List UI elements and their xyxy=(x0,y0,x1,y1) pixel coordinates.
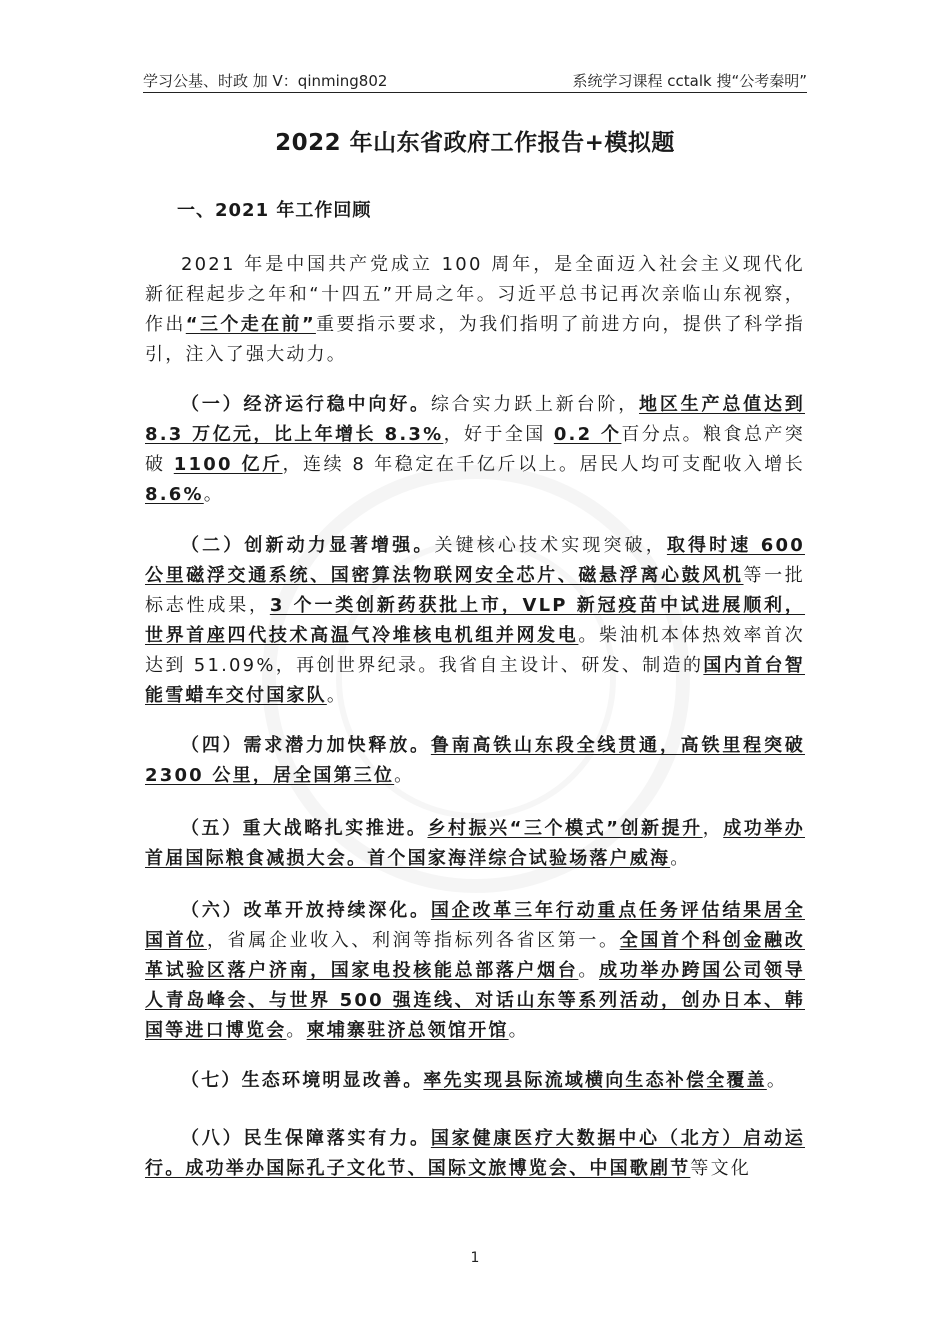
paragraph-strategy: （五）重大战略扎实推进。乡村振兴“三个模式”创新提升，成功举办首届国际粮食减损大会。首个国家海洋综合试验场落户威海。 xyxy=(145,818,805,869)
paragraph-livelihood: （八）民生保障落实有力。国家健康医疗大数据中心（北方）启动运行。成功举办国际孔子文化节、国际文旅博览会、中国歌剧节等文化 xyxy=(145,1128,805,1179)
page-header xyxy=(143,66,807,93)
section-heading: 一、2021 年工作回顾 xyxy=(177,200,372,221)
paragraph-innovation: （二）创新动力显著增强。关键核心技术实现突破，取得时速 600 公里磁浮交通系统、国密算法物联网安全芯片、磁悬浮离心鼓风机等一批标志性成果，3 个一类创新药获批上市，VLP 新冠疫苗中试进展顺利，世界首座四代技术高温气冷堆核电机组并网发电。柴油机本体热效率首次达到 51.09%，再创世界纪录。我省自主设计、研发、制造的国内首台智能雪蜡车交付国家队。 xyxy=(145,535,806,706)
page-number: 1 xyxy=(470,1250,480,1266)
paragraph-ecology: （七）生态环境明显改善。率先实现县际流域横向生态补偿全覆盖。 xyxy=(181,1070,788,1091)
paragraph-economy: （一）经济运行稳中向好。综合实力跃上新台阶，地区生产总值达到 8.3 万亿元，比上年增长 8.3%，好于全国 0.2 个百分点。粮食总产突破 1100 亿斤，连续 8 年稳定在千亿斤以上。居民人均可支配收入增长 8.6%。 xyxy=(145,394,806,505)
header-left-text: 学习公基、时政 加 V：qinming802 xyxy=(143,72,388,90)
paragraph-demand: （四）需求潜力加快释放。鲁南高铁山东段全线贯通，高铁里程突破 2300 公里，居全国第三位。 xyxy=(145,735,805,786)
paragraph-reform: （六）改革开放持续深化。国企改革三年行动重点任务评估结果居全国首位，省属企业收入、利润等指标列各省区第一。全国首个科创金融改革试验区落户济南，国家电投核能总部落户烟台。成功举办跨国公司领导人青岛峰会、与世界 500 强连线、对话山东等系列活动，创办日本、韩国等进口博览会。柬埔寨驻济总领馆开馆。 xyxy=(145,900,806,1041)
intro-paragraph: 2021 年是中国共产党成立 100 周年，是全面迈入社会主义现代化新征程起步之年和“十四五”开局之年。习近平总书记再次亲临山东视察，作出“三个走在前”重要指示要求，为我们指明了前进方向，提供了科学指引，注入了强大动力。 xyxy=(145,254,805,365)
header-right-text: 系统学习课程 cctalk 搜“公考秦明” xyxy=(572,72,807,90)
document-title: 2022 年山东省政府工作报告+模拟题 xyxy=(275,130,675,156)
